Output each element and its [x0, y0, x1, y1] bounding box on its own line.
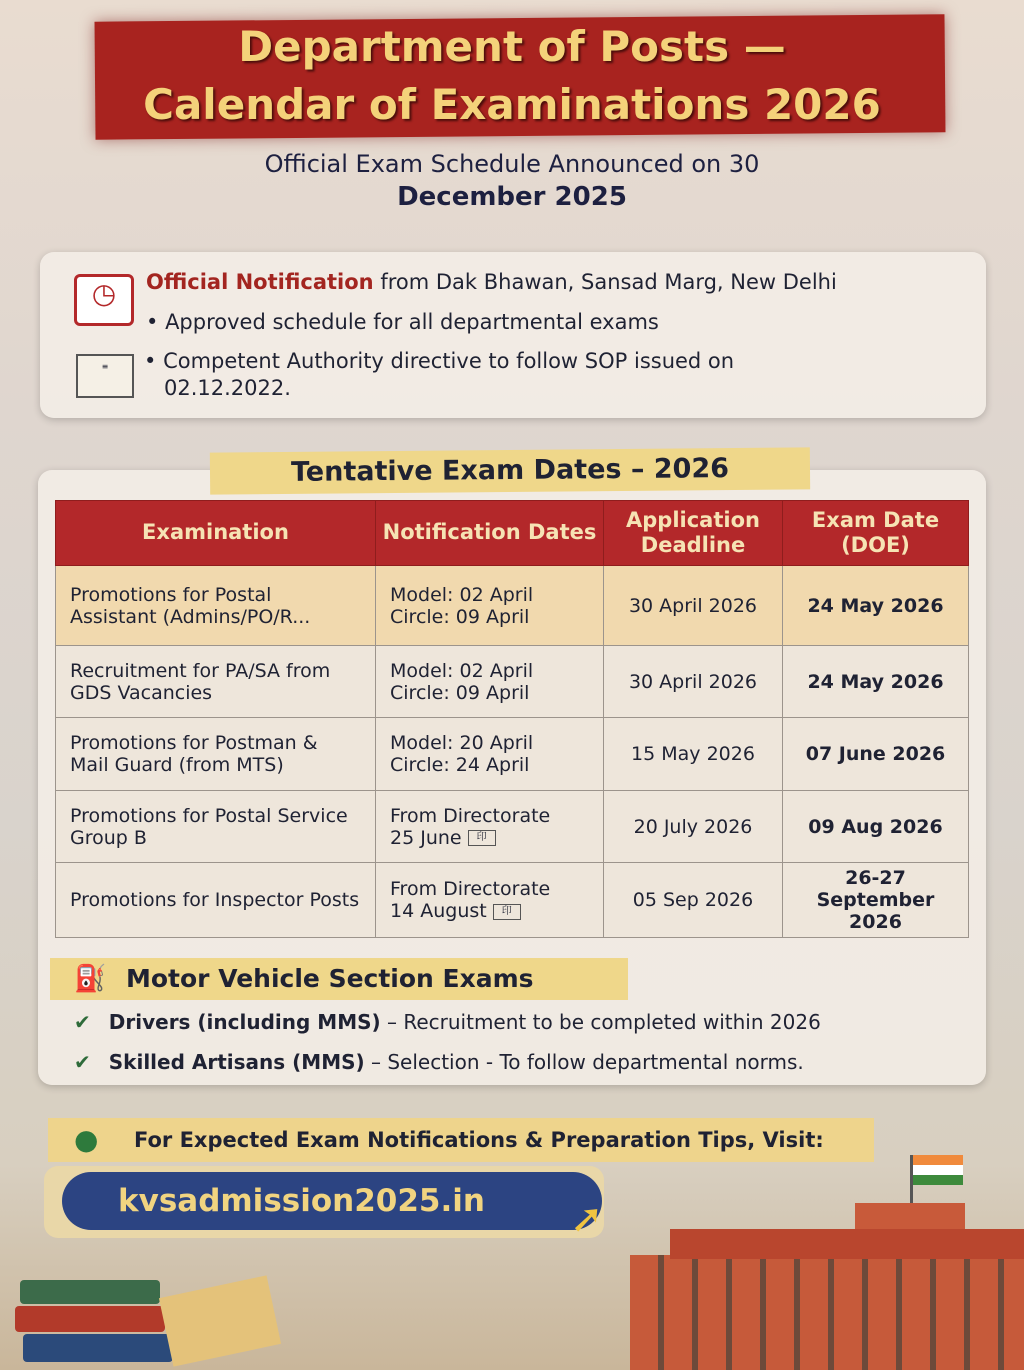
- application-deadline: 05 Sep 2026: [604, 863, 783, 938]
- page-title-line1: Department of Posts —: [238, 22, 786, 71]
- books-and-envelope-illustration: [15, 1270, 275, 1370]
- table-header-row: [56, 501, 969, 566]
- visit-text: For Expected Exam Notifications & Preparation Tips, Visit:: [134, 1128, 824, 1152]
- notification-dates: From Directorate 25 June 印: [376, 791, 604, 863]
- exam-dates-banner: Tentative Exam Dates – 2026: [210, 447, 810, 494]
- notification-card: ◷ ≡ Official Notification from Dak Bhawan, Sansad Marg, New Delhi • Approved schedule for all departmental exams • Competent Authority directive to follow SOP issued on 02.12.2022.: [40, 252, 986, 418]
- col-header: Notification Dates: [376, 501, 604, 566]
- motor-vehicle-title: Motor Vehicle Section Exams: [126, 964, 534, 993]
- exam-name: Promotions for Inspector Posts: [56, 863, 376, 938]
- website-link[interactable]: [62, 1172, 602, 1230]
- vehicle-icon: ⛽: [74, 964, 107, 994]
- stamp-icon: 印: [468, 830, 496, 846]
- inkpot-icon: ●: [74, 1123, 99, 1156]
- exam-name: Promotions for Postman & Mail Guard (from MTS): [56, 718, 376, 791]
- exam-date: 26-27 September 2026: [783, 863, 969, 938]
- exam-date: 09 Aug 2026: [783, 791, 969, 863]
- table-row: [56, 863, 969, 938]
- notification-highlight: Official Notification: [146, 270, 374, 294]
- table-row: [56, 791, 969, 863]
- document-icon: ≡: [76, 354, 134, 398]
- stamp-icon: 印: [493, 904, 521, 920]
- notice-bullet: Competent Authority directive to follow SOP issued on: [163, 349, 735, 373]
- exam-name: Promotions for Postal Service Group B: [56, 791, 376, 863]
- notification-dates: Model: 20 April Circle: 24 April: [376, 718, 604, 791]
- exam-name: Promotions for Postal Assistant (Admins/PO/R...: [56, 566, 376, 646]
- notice-bullet-cont: 02.12.2022.: [164, 376, 291, 400]
- exam-date: 24 May 2026: [783, 566, 969, 646]
- flag-icon: [913, 1155, 963, 1165]
- table-row: [56, 646, 969, 718]
- page-title-line2: Calendar of Examinations 2026: [143, 80, 881, 129]
- check-icon: ✔: [74, 1010, 91, 1034]
- exam-name: Recruitment for PA/SA from GDS Vacancies: [56, 646, 376, 718]
- exam-date: 24 May 2026: [783, 646, 969, 718]
- table-row: [56, 718, 969, 791]
- check-icon: ✔: [74, 1050, 91, 1074]
- cursor-icon: ➚: [570, 1196, 604, 1242]
- col-header: Examination: [56, 501, 376, 566]
- post-office-building-illustration: [630, 1195, 1024, 1370]
- table-row: [56, 566, 969, 646]
- notification-source: from Dak Bhawan, Sansad Marg, New Delhi: [373, 270, 837, 294]
- website-url[interactable]: kvsadmission2025.in: [118, 1183, 485, 1219]
- subtitle-line2: December 2025: [397, 182, 627, 212]
- calendar-clock-icon: ◷: [74, 274, 134, 326]
- motor-item: ✔ Skilled Artisans (MMS) – Selection - To follow departmental norms.: [74, 1050, 804, 1074]
- notification-dates: Model: 02 April Circle: 09 April: [376, 646, 604, 718]
- col-header: Exam Date (DOE): [783, 501, 969, 566]
- motor-item: ✔ Drivers (including MMS) – Recruitment to be completed within 2026: [74, 1010, 821, 1034]
- exam-date: 07 June 2026: [783, 718, 969, 791]
- col-header: Application Deadline: [604, 501, 783, 566]
- application-deadline: 30 April 2026: [604, 646, 783, 718]
- notice-bullet: Approved schedule for all departmental exams: [165, 310, 659, 334]
- notification-dates: Model: 02 April Circle: 09 April: [376, 566, 604, 646]
- subtitle-line1: Official Exam Schedule Announced on 30: [264, 150, 760, 178]
- application-deadline: 20 July 2026: [604, 791, 783, 863]
- motor-vehicle-banner: [50, 958, 628, 1000]
- exam-table: [55, 500, 969, 938]
- application-deadline: 15 May 2026: [604, 718, 783, 791]
- application-deadline: 30 April 2026: [604, 566, 783, 646]
- notification-dates: From Directorate 14 August 印: [376, 863, 604, 938]
- visit-banner: [48, 1118, 874, 1162]
